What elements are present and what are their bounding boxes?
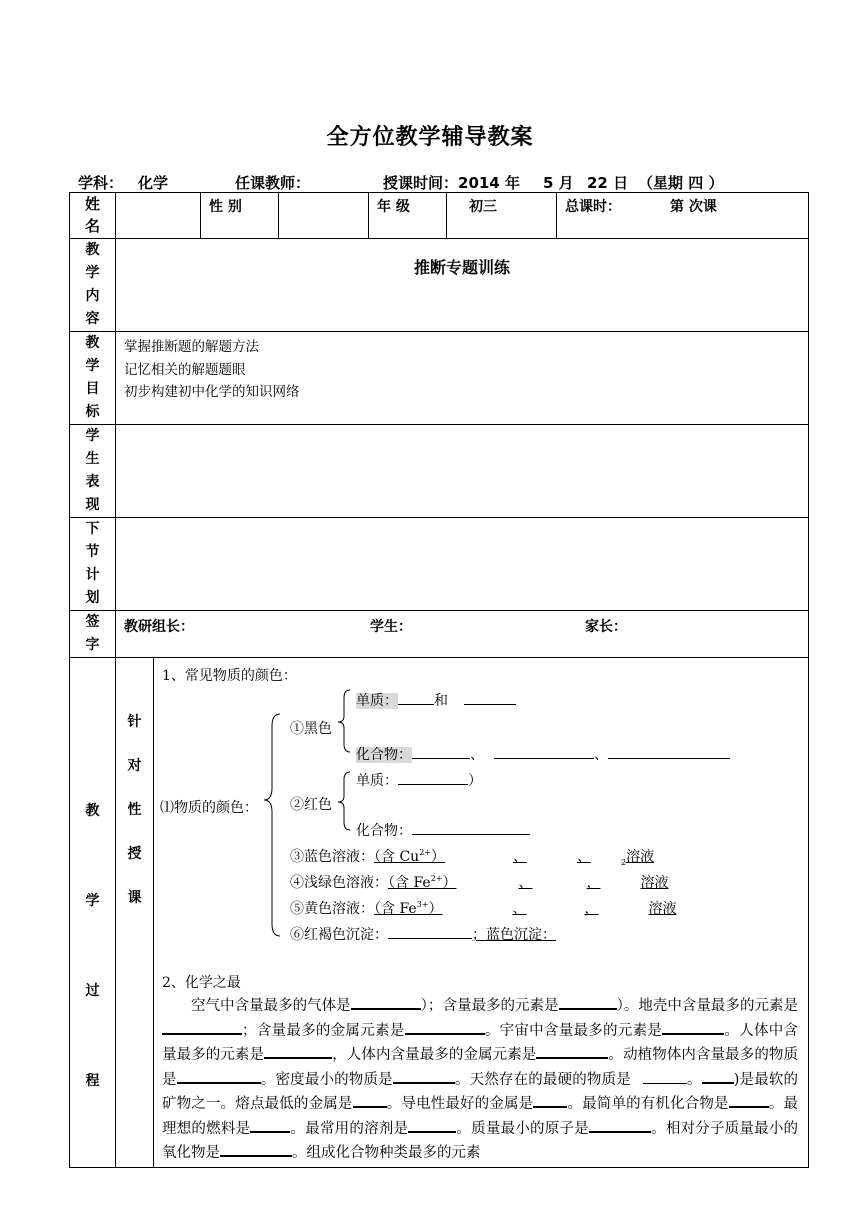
content-value-cell <box>116 239 809 332</box>
sep: 、 <box>594 747 608 763</box>
performance-value-cell[interactable] <box>116 425 809 518</box>
parent-sign-label: 家长： <box>585 619 627 635</box>
paren: ） <box>442 875 457 891</box>
red-brown-ppt-label: ⑥红褐色沉淀： <box>290 927 388 943</box>
page-title: 全方位教学辅导教案 <box>326 125 534 150</box>
black-elem-label: 单质： <box>356 693 398 709</box>
blank[interactable] <box>559 994 617 1010</box>
research-leader-label: 教研组长： <box>124 619 194 635</box>
yellow-label: ⑤黄色溶液： <box>290 901 374 917</box>
black-brace <box>338 690 350 752</box>
blank[interactable] <box>464 690 516 705</box>
blank[interactable] <box>177 1068 261 1084</box>
section-title-superlatives: 2、化学之最 <box>162 975 241 991</box>
red-brace <box>338 772 350 830</box>
blue-charge: 2+ <box>419 848 431 857</box>
process-label-cell <box>70 658 116 1168</box>
blue-ion: （含 Cu <box>374 849 420 865</box>
weekday-value: （星期 四 ） <box>638 174 724 192</box>
text: 。动植物体内含 <box>608 1047 711 1063</box>
text: 是 <box>616 1071 631 1088</box>
sign-label: 签字 <box>85 614 100 653</box>
next-plan-label: 下节计划 <box>85 521 100 606</box>
teacher-label: 任课教师： <box>235 174 311 192</box>
goal-line: 掌握推断题的解题方法 <box>124 339 259 355</box>
big-brace <box>264 714 280 936</box>
green-solution-line <box>290 872 668 892</box>
green-ion: （含 Fe <box>388 875 431 891</box>
red-label: ②红色 <box>290 797 332 813</box>
content-label-cell <box>70 239 116 332</box>
red-compound-line <box>356 820 530 840</box>
precipitate-line <box>290 924 680 944</box>
blank[interactable] <box>353 1092 387 1108</box>
blank[interactable] <box>162 1019 242 1035</box>
blank[interactable] <box>398 690 434 705</box>
yellow-solution-line <box>290 898 676 918</box>
green-charge: 2+ <box>430 874 443 883</box>
blank[interactable] <box>412 744 470 759</box>
gender-label: 性 别 <box>209 199 242 215</box>
text: 体中含量最多的元素是 <box>162 1022 799 1063</box>
next-plan-label-cell <box>70 518 116 611</box>
text: 。天然存在的最硬的物质 <box>454 1071 617 1088</box>
blue-ion-text <box>374 849 654 865</box>
lesson-number-label: 第 次课 <box>670 199 717 215</box>
blank[interactable] <box>250 1117 290 1133</box>
sep: 、 <box>512 901 527 917</box>
yellow-charge: 3+ <box>416 900 429 909</box>
process-sub-label-cell <box>116 658 154 1168</box>
sep: 、 <box>512 849 527 865</box>
green-label: ④浅绿色溶液： <box>290 875 388 891</box>
name-label: 姓名 <box>84 195 100 235</box>
blank[interactable] <box>398 770 468 785</box>
name-value-cell[interactable] <box>116 193 201 239</box>
red-elem-line <box>356 770 482 790</box>
month-value: 5 月 <box>543 174 574 192</box>
superlatives-paragraph <box>162 994 798 1166</box>
yellow-ion: （含 Fe <box>374 901 417 917</box>
yellow-end: 溶液 <box>648 901 677 917</box>
text: 。最常用的溶剂是 <box>290 1120 409 1137</box>
paren: ） <box>468 773 482 789</box>
black-compound-label: 化合物： <box>356 747 412 763</box>
text: 。组成化合物种类最多的元素 <box>292 1145 481 1161</box>
total-hours-label: 总课时： <box>565 199 621 215</box>
blank[interactable] <box>662 1019 724 1035</box>
blank[interactable] <box>643 1069 687 1084</box>
green-end: 溶液 <box>640 875 669 891</box>
text: 。相对分子质量最小的氧化物是 <box>162 1120 799 1161</box>
content-value: 推断专题训练 <box>413 258 510 277</box>
and-text: 和 <box>434 693 448 709</box>
yellow-ion-text <box>374 901 676 917</box>
blank[interactable] <box>533 1092 567 1108</box>
blank[interactable] <box>408 1117 456 1133</box>
process-label: 教学过程 <box>85 803 100 1089</box>
text: 。导电性最好的金属是 <box>386 1096 534 1112</box>
black-label: ①黑色 <box>290 721 332 737</box>
red-elem-label: 单质： <box>356 773 398 789</box>
text: ）。地壳中含量最多的元 <box>616 998 769 1014</box>
black-compound-line <box>356 744 730 764</box>
grade-value-cell <box>447 193 557 239</box>
time-label: 授课时间：2014 年 <box>383 174 520 192</box>
text: 。密度最小的物质是 <box>260 1071 393 1088</box>
grade-value: 初三 <box>469 199 497 215</box>
student-sign-label: 学生： <box>370 619 412 635</box>
sign-label-cell <box>70 611 116 658</box>
grade-label-cell <box>369 193 447 239</box>
text: 。质量最小的 <box>456 1120 545 1137</box>
total-hours-cell <box>557 193 809 239</box>
blue-label: ③蓝色溶液： <box>290 849 374 865</box>
goal-line: 记忆相关的解题题眼 <box>124 361 246 378</box>
blue-sub: 2 <box>620 857 627 867</box>
blank[interactable] <box>536 1043 608 1059</box>
goals-label-cell <box>70 332 116 425</box>
sep: ， <box>586 875 601 891</box>
grade-label: 年 级 <box>377 199 410 215</box>
subject-value: 化学 <box>138 174 169 192</box>
day-value: 22 日 <box>587 174 629 192</box>
red-compound-label: 化合物： <box>356 823 412 839</box>
blank[interactable] <box>351 994 421 1010</box>
targeted-teaching-label: 针对性授课 <box>127 714 142 906</box>
goal-line: 初步构建初中化学的知识网络 <box>124 384 300 400</box>
text: 。 <box>686 1071 702 1088</box>
goals-label: 教学目标 <box>85 335 100 420</box>
black-elem-line <box>356 690 516 710</box>
text: )是最软的矿物之一。熔点最低的金属是 <box>162 1071 799 1112</box>
blue-ppt-text <box>472 927 680 943</box>
blank[interactable] <box>494 744 594 759</box>
text: 。最理想的燃料是 <box>162 1096 799 1137</box>
blank[interactable] <box>729 1092 769 1108</box>
blank[interactable] <box>412 820 530 835</box>
text: ，人体内含量最多的金属元素是 <box>332 1047 537 1063</box>
blank[interactable] <box>388 924 472 939</box>
text: 。人 <box>724 1022 754 1039</box>
text: 。宇宙中含量最多的元素是 <box>484 1022 663 1039</box>
paren: ） <box>428 901 443 917</box>
lesson-plan-table <box>69 192 809 1168</box>
blue-ppt-label: 蓝色沉淀： <box>486 927 556 943</box>
performance-label-cell <box>70 425 116 518</box>
sep: ； <box>472 927 486 943</box>
green-ion-text <box>388 875 668 891</box>
next-plan-value-cell[interactable] <box>116 518 809 611</box>
text: 空气中含量最多的气体是 <box>191 998 351 1014</box>
process-content-cell <box>154 658 809 1168</box>
blank[interactable] <box>405 1019 485 1035</box>
paren: ） <box>430 849 445 865</box>
goals-value-cell <box>116 332 809 425</box>
text: 量最多的物质是 <box>162 1047 799 1088</box>
sep: 、 <box>518 875 533 891</box>
blue-solution-line <box>290 846 654 867</box>
blank[interactable] <box>608 744 730 759</box>
color-root-label: ⑴物质的颜色： <box>160 800 258 816</box>
blank[interactable] <box>589 1117 651 1133</box>
blank[interactable] <box>264 1043 332 1059</box>
name-label-cell <box>70 193 116 239</box>
subject-label: 学科： <box>78 174 124 192</box>
text: 原子是 <box>544 1120 589 1137</box>
blue-end: 溶液 <box>626 849 655 865</box>
gender-label-cell <box>201 193 279 239</box>
text: ）；含量最多的元素是 <box>420 998 559 1014</box>
sep: 、 <box>576 849 591 865</box>
blank[interactable] <box>702 1068 734 1084</box>
text: ；含量最多的金属元素是 <box>242 1022 405 1039</box>
content-label: 教学内容 <box>85 242 100 327</box>
sep: 、 <box>470 747 484 763</box>
text: 素是 <box>768 998 798 1014</box>
text: 。 <box>567 1096 583 1112</box>
sep: ， <box>584 901 599 917</box>
section-title-colors: 1、常见物质的颜色： <box>162 668 297 684</box>
text: 最简单的有机化合物是 <box>582 1096 729 1112</box>
performance-label: 学生表现 <box>85 428 100 513</box>
sign-value-cell <box>116 611 809 658</box>
blank[interactable] <box>393 1068 455 1084</box>
blank[interactable] <box>220 1141 292 1157</box>
gender-value-cell[interactable] <box>279 193 369 239</box>
